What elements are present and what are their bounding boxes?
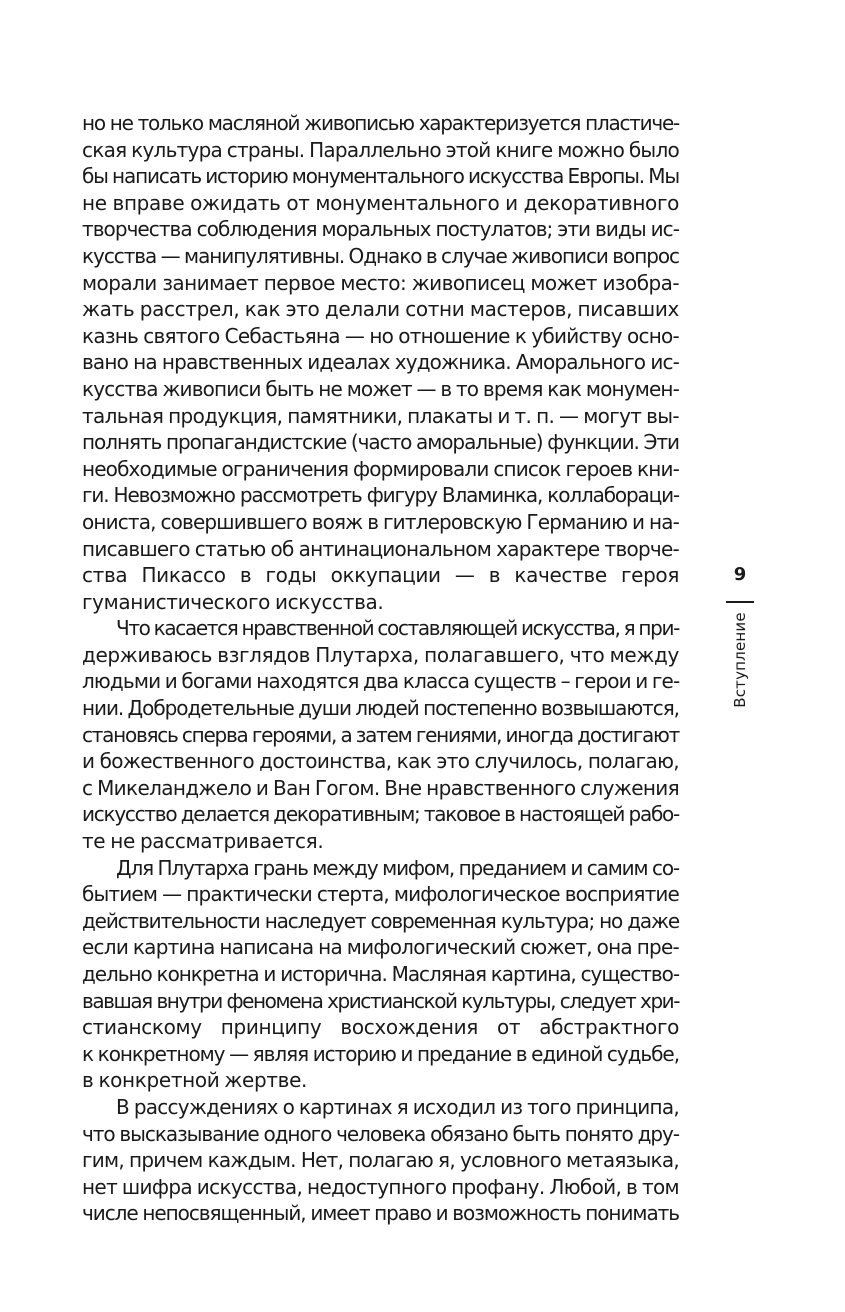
text-line: не вправе ожидать от монументального и декоративного <box>82 190 679 215</box>
text-line: вано на нравственных идеалах художника. Аморального ис- <box>82 350 679 375</box>
running-head: Вступление <box>731 612 749 708</box>
text-line: в конкретной жертве. <box>82 1068 308 1093</box>
text-line: Для Плутарха грань между мифом, преданием и самим со- <box>116 855 679 880</box>
text-line: полнять пропагандистские (часто аморальные) функции. Эти <box>82 430 679 455</box>
text-line: ства Пикассо в годы оккупации — в качестве героя <box>82 563 679 588</box>
text-line: и божественного достоинства, как это случилось, полагаю, <box>82 749 679 774</box>
text-line: к конкретному — являя историю и предание в единой судьбе, <box>82 1041 679 1066</box>
text-line: вавшая внутри феномена христианской культуры, следует хри- <box>82 988 679 1013</box>
text-line: гим, причем каждым. Нет, полагаю я, условного метаязыка, <box>82 1148 679 1173</box>
page-number: 9 <box>733 564 747 585</box>
text-line: людьми и богами находятся два класса существ – герои и ге- <box>82 669 680 694</box>
text-line: гуманистического искусства. <box>82 589 384 614</box>
text-line: ская культура страны. Параллельно этой книге можно было <box>82 137 679 162</box>
text-line: держиваюсь взглядов Плутарха, полагавшего, что между <box>82 642 679 667</box>
text-line: казнь святого Себастьяна — но отношение к убийству осно- <box>82 323 679 348</box>
text-line: тальная продукция, памятники, плакаты и т. п. — могут вы- <box>82 403 679 428</box>
text-line: числе непосвященный, имеет право и возможность понимать <box>82 1201 679 1226</box>
divider-rule <box>726 601 754 603</box>
body-text <box>82 110 679 1227</box>
text-line: нет шифра искусства, недоступного профану. Любой, в том <box>82 1174 679 1199</box>
text-line: кусства живописи быть не может — в то время как монумен- <box>82 376 679 401</box>
text-line: жать расстрел, как это делали сотни мастеров, писавших <box>82 297 679 322</box>
text-line: Что касается нравственной составляющей искусства, я при- <box>116 616 679 641</box>
text-line: действительности наследует современная культура; но даже <box>82 908 679 933</box>
text-line: становясь сперва героями, а затем гениями, иногда достигают <box>82 722 679 747</box>
text-line: ги. Невозможно рассмотреть фигуру Вламинка, коллабораци- <box>82 483 679 508</box>
text-line: искусство делается декоративным; таковое в настоящей рабо- <box>82 802 679 827</box>
text-line: необходимые ограничения формировали список героев кни- <box>82 456 679 481</box>
text-line: нии. Добродетельные души людей постепенно возвышаются, <box>82 696 679 721</box>
text-line: но не только масляной живописью характеризуется пластиче- <box>82 111 679 135</box>
text-line: те не рассматривается. <box>82 829 324 854</box>
text-line: стианскому принципу восхождения от абстрактного <box>82 1015 679 1040</box>
text-line: творчества соблюдения моральных постулатов; эти виды ис- <box>82 217 679 242</box>
text-line: дельно конкретна и исторична. Масляная картина, существо- <box>82 962 679 986</box>
text-line: писавшего статью об антинациональном характере творче- <box>82 536 679 561</box>
text-line: морали занимает первое место: живописец может изобра- <box>82 270 679 295</box>
text-line: с Микеланджело и Ван Гогом. Вне нравственного служения <box>82 775 679 800</box>
text-line: бы написать историю монументального искусства Европы. Мы <box>82 164 679 189</box>
text-line: ониста, совершившего вояж в гитлеровскую Германию и на- <box>82 509 679 534</box>
text-line: бытием — практически стерта, мифологическое восприятие <box>82 882 679 907</box>
text-line: кусства — манипулятивны. Однако в случае живописи вопрос <box>82 243 679 268</box>
text-line: если картина написана на мифологический сюжет, она пре- <box>82 935 679 960</box>
text-line: что высказывание одного человека обязано быть понято дру- <box>82 1121 679 1146</box>
text-line: В рассуждениях о картинах я исходил из того принципа, <box>116 1094 679 1119</box>
